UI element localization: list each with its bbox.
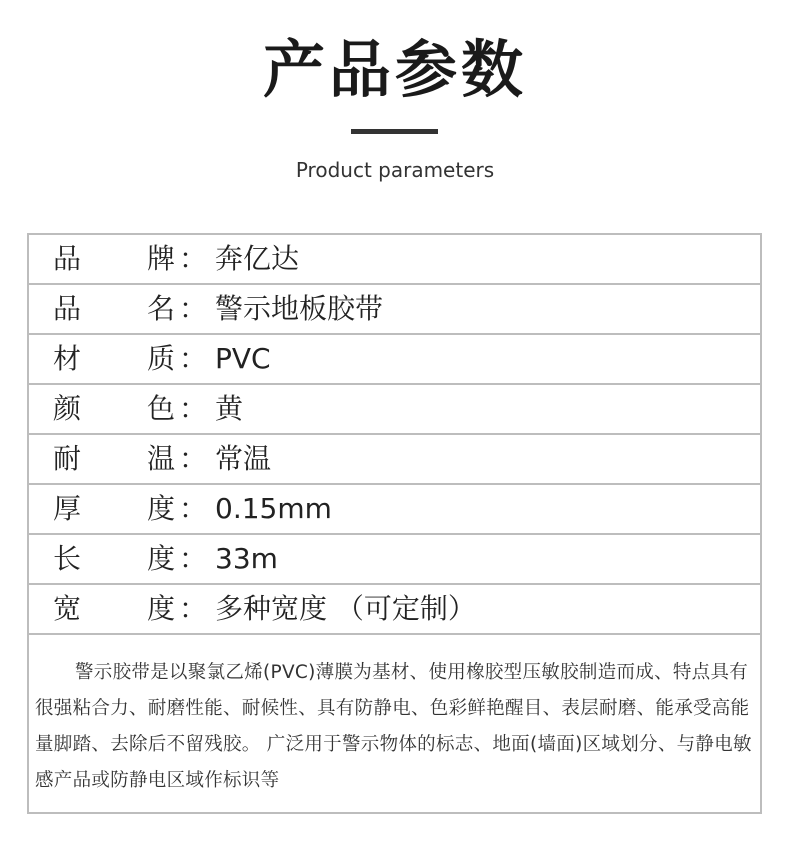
param-value: PVC <box>215 342 271 375</box>
param-label-char2: 色 <box>147 392 176 425</box>
param-row-brand <box>29 235 760 285</box>
param-label-char1: 长 <box>53 542 82 575</box>
param-value: 33m <box>215 542 278 575</box>
param-value: 警示地板胶带 <box>215 292 384 325</box>
param-colon: ： <box>179 492 208 525</box>
param-value: 奔亿达 <box>215 242 300 275</box>
param-colon: ： <box>179 292 208 325</box>
param-label-char2: 质 <box>147 342 176 375</box>
param-label-char2: 度 <box>147 542 176 575</box>
param-label-char2: 度 <box>147 492 176 525</box>
param-colon: ： <box>179 542 208 575</box>
param-colon: ： <box>179 592 208 625</box>
param-colon: ： <box>179 392 208 425</box>
title-divider <box>351 129 438 134</box>
product-description: 警示胶带是以聚氯乙烯(PVC)薄膜为基材、使用橡胶型压敏胶制造而成、特点具有很强粘合力、耐磨性能、耐候性、具有防静电、色彩鲜艳醒目、表层耐磨、能承受高能量脚踏、去除后不留残胶。 广泛用于警示物体的标志、地面(墙面)区域划分、与静电敏感产品或防静电区域作标识等 <box>35 662 752 791</box>
param-label-char2: 度 <box>147 592 176 625</box>
param-label-char2: 温 <box>147 442 176 475</box>
param-row-temperature <box>29 435 760 485</box>
param-row-length <box>29 535 760 585</box>
page-subtitle: Product parameters <box>295 158 495 182</box>
param-label-char1: 品 <box>53 242 82 275</box>
param-label-char1: 厚 <box>53 492 82 525</box>
param-label-char1: 品 <box>53 292 82 325</box>
parameters-table <box>27 233 762 814</box>
param-label-char1: 材 <box>53 342 82 375</box>
param-colon: ： <box>179 242 208 275</box>
param-row-material <box>29 335 760 385</box>
param-label-char1: 颜 <box>53 392 82 425</box>
param-colon: ： <box>179 442 208 475</box>
param-value: 0.15mm <box>215 492 332 525</box>
param-row-color <box>29 385 760 435</box>
param-label-char1: 宽 <box>53 592 82 625</box>
param-value: 多种宽度 （可定制） <box>215 592 476 625</box>
param-colon: ： <box>179 342 208 375</box>
param-label-char2: 牌 <box>147 242 176 275</box>
param-row-thickness <box>29 485 760 535</box>
param-row-width <box>29 585 760 635</box>
param-value: 黄 <box>215 392 244 425</box>
param-row-name <box>29 285 760 335</box>
page-title: 产品参数 <box>262 33 527 106</box>
param-value: 常温 <box>215 442 272 475</box>
param-label-char2: 名 <box>147 292 176 325</box>
param-label-char1: 耐 <box>53 442 82 475</box>
